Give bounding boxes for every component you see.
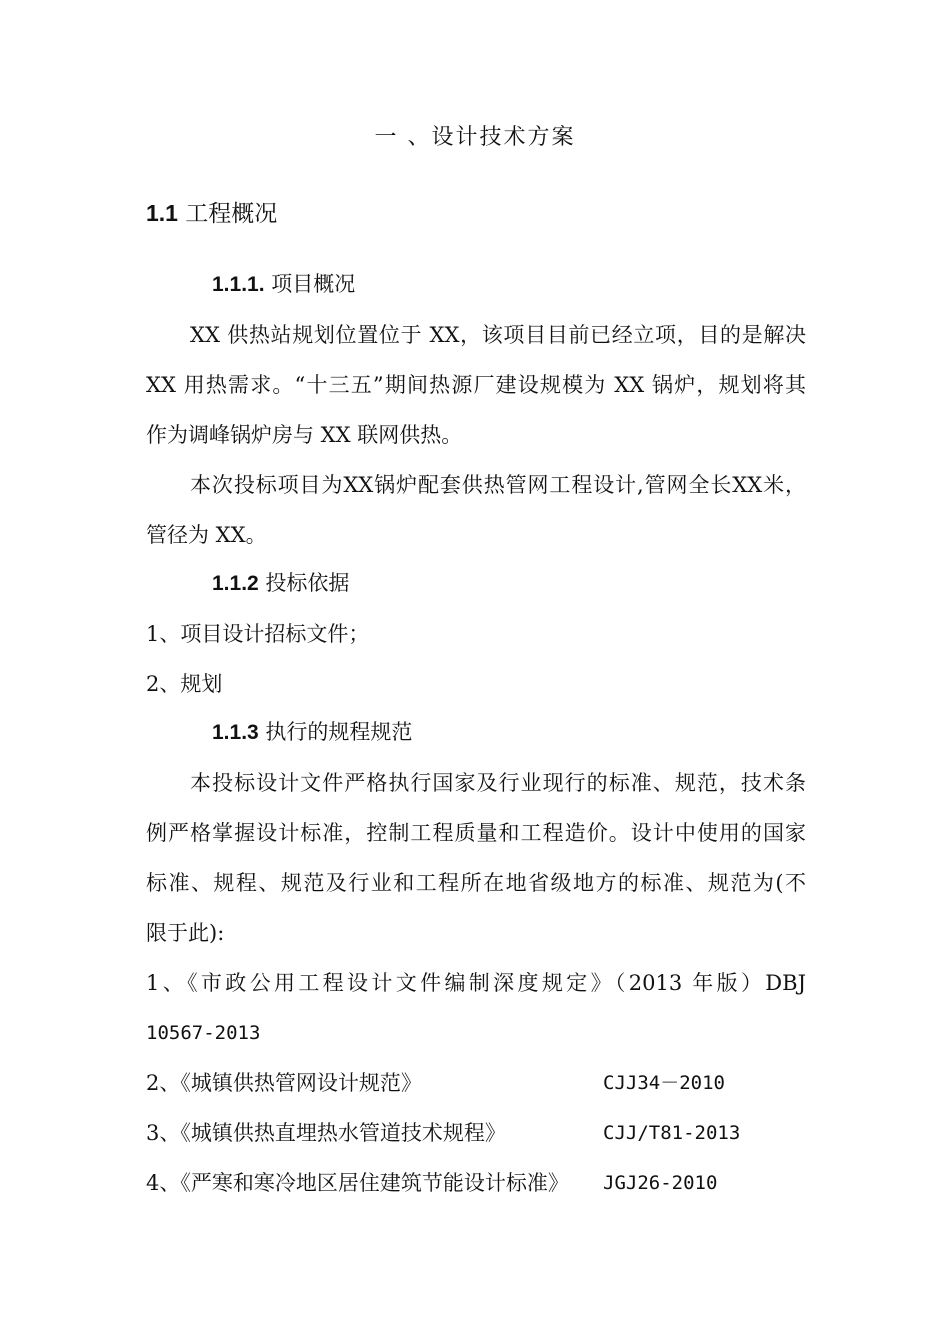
subsection-number: 1.1.1. [212,273,265,296]
standard-code: CJJ34－2010 [603,1072,725,1094]
document-title: 一 、设计技术方案 [374,125,576,150]
paragraph-line: 本次投标项目为XX锅炉配套供热管网工程设计,管网全长XX米， [190,473,806,497]
standard-code: JGJ26-2010 [603,1172,718,1194]
section-title: 工程概况 [185,201,278,227]
standard-item [146,1120,846,1146]
subsection-heading-standards [212,719,412,746]
standard-code: CJJ/T81-2013 [603,1122,741,1144]
paragraph-line: XX 供热站规划位置位于 XX，该项目目前已经立项，目的是解决 [190,323,806,347]
list-item: 1、项目设计招标文件； [146,622,370,646]
standard-item: 1、《市政公用工程设计文件编制深度规定》（2013 年版）DBJ [146,971,806,995]
standard-code: 10567-2013 [146,1022,261,1044]
paragraph-line: 作为调峰锅炉房与 XX 联网供热。 [146,423,463,447]
subsection-number: 1.1.3 [212,721,259,744]
subsection-title: 执行的规程规范 [265,720,413,744]
standard-item [146,1170,846,1196]
subsection-number: 1.1.2 [212,572,259,595]
paragraph-line: 管径为 XX。 [146,523,267,547]
standard-name: 3、《城镇供热直埋热水管道技术规程》 [146,1121,506,1145]
paragraph-line: XX 用热需求。“十三五”期间热源厂建设规模为 XX 锅炉，规划将其 [146,373,806,397]
subsection-heading-project-overview [212,271,355,298]
standard-name: 4、《严寒和寒冷地区居住建筑节能设计标准》 [146,1171,569,1195]
subsection-heading-bid-basis [212,570,349,597]
list-item: 2、规划 [146,672,223,696]
subsection-title: 项目概况 [271,272,356,296]
section-heading [146,200,277,227]
section-number: 1.1 [146,200,178,226]
standard-name: 2、《城镇供热管网设计规范》 [146,1071,422,1095]
standard-item [146,1070,846,1096]
paragraph-line: 标准、规程、规范及行业和工程所在地省级地方的标准、规范为(不 [146,871,806,895]
paragraph-line: 例严格掌握设计标准，控制工程质量和工程造价。设计中使用的国家 [146,821,806,845]
subsection-title: 投标依据 [265,571,350,595]
paragraph-line: 限于此): [146,921,225,945]
paragraph-line: 本投标设计文件严格执行国家及行业现行的标准、规范，技术条 [190,771,806,795]
